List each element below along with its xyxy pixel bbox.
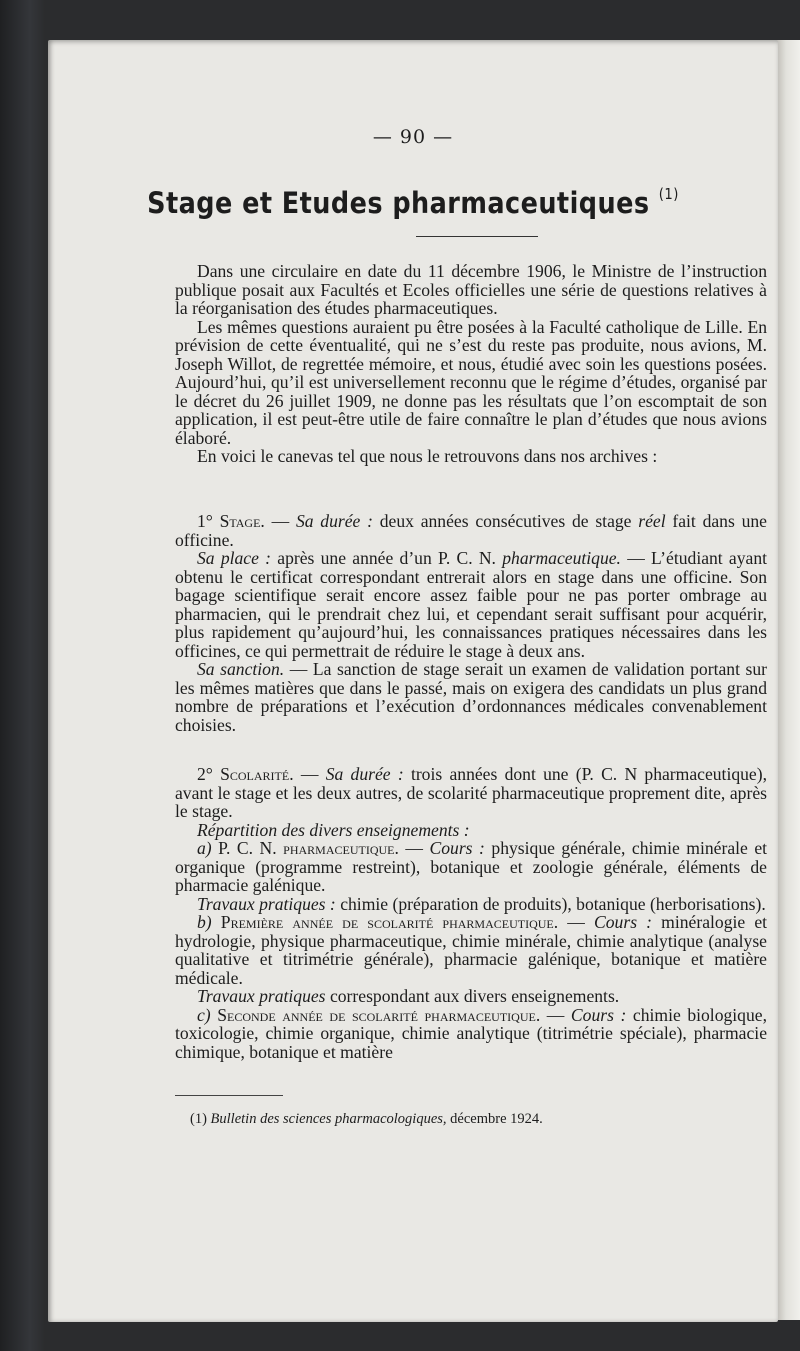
title-rule <box>416 236 538 237</box>
first-year-tp-label: Travaux pratiques <box>197 986 326 1006</box>
stage-sanction-text: — La sanction de stage serait un examen de validation portant sur les mêmes matières que dans le passé, mais on exigera des candidats un plus grand nombre de préparations et l’exécution d’ordonnances médicales convenablement choisies. <box>175 659 768 735</box>
first-year-cours: b) Première année de scolarité pharmaceutique. — Cours : minéralogie et hydrologie, physique pharmaceutique, chimie minérale, chimie analytique (analyse qualitative et titrimétrie générale), pharmacie galénique, botanique et matière médicale. <box>175 912 768 988</box>
pcn-title: P. C. N. pharmaceutique. <box>218 838 399 858</box>
second-year-title: Seconde année de scolarité pharmaceutique. <box>217 1004 541 1025</box>
stage-section <box>175 512 767 734</box>
stage-duree-label: Sa durée : <box>295 511 373 531</box>
second-year-cours-text: chimie biologique, toxicologie, chimie organique, chimie analytique (titrimétrie spéciale), pharmacie chimique, botanique et matière <box>175 1004 767 1062</box>
stage-duree-end: fait dans une officine. <box>175 511 767 550</box>
footnote-reference: (1) <box>658 185 679 203</box>
stage-duree-text: deux années consécutives de stage <box>379 511 632 531</box>
second-year-marker: c) <box>197 1004 211 1025</box>
stage-sanction <box>175 660 767 734</box>
first-year-title: Première année de scolarité pharmaceutique. <box>220 912 559 932</box>
stage-label: Stage. <box>219 511 265 531</box>
stage-place-text-b: — L’étudiant ayant obtenu le certificat correspondant entrerait alors en stage dans une officine. Son bagage scientifique serait encore assez faible pour ne pas porter ombrage au pharmacien, qui le prendrait chez lui, et cependant serait suffisant pour acquérir, plus rapidement qu’aujourd’hui, les connaissances pratiques nécessaires dans les officines, ce qui permettrait de réduire le stage à deux ans. <box>175 548 768 661</box>
first-year-tp-text: correspondant aux divers enseignements. <box>329 986 620 1006</box>
pcn-tp <box>175 895 767 914</box>
footnote-marker: (1) <box>190 1111 207 1127</box>
footnote-rule <box>175 1095 283 1096</box>
footnote-source: Bulletin des sciences pharmacologiques, <box>210 1111 447 1127</box>
stage-duree: 1° Stage. — Sa durée : deux années consécutives de stage réel fait dans une officine. <box>175 511 767 550</box>
second-year-cours-label: Cours : <box>570 1004 627 1025</box>
document-page <box>48 40 778 1322</box>
pcn-cours: a) P. C. N. pharmaceutique. — Cours : physique générale, chimie minérale et organique (programme restreint), botanique et zoologie générale, éléments de pharmacie galénique. <box>175 838 768 895</box>
repartition-text: Répartition des divers enseignements : <box>197 819 470 840</box>
pcn-tp-text: chimie (préparation de produits), botanique (herborisations). <box>340 893 766 914</box>
first-year-cours-text: minéralogie et hydrologie, physique pharmaceutique, chimie minérale, chimie analytique (analyse qualitative et titrimétrie générale), pharmacie galénique, botanique et matière médicale. <box>175 912 768 988</box>
stage-reel: réel <box>638 511 666 531</box>
scolarite-number: 2° <box>197 764 213 784</box>
intro-section <box>175 262 767 466</box>
page-title <box>92 185 734 220</box>
scolarite-duree: 2° Scolarité. — Sa durée : trois années dont une (P. C. N pharmaceutique), avant le stage et les deux autres, de scolarité pharmaceutique proprement dite, après le stage. <box>175 764 767 821</box>
pcn-cours-label: Cours : <box>429 838 485 858</box>
scolarite-duree-text: trois années dont une (P. C. N pharmaceutique), avant le stage et les deux autres, de scolarité pharmaceutique proprement dite, après le stage. <box>175 764 767 821</box>
paragraph-faculte-lille: Les mêmes questions auraient pu être posées à la Faculté catholique de Lille. En prévision de cette éventualité, qui ne s’est du reste pas produite, nous avions, M. Joseph Willot, de regrettée mémoire, et nous, étudié avec soin les questions posées. Aujourd’hui, qu’il est universellement reconnu que le régime d’études, organisé par le décret du 26 juillet 1909, ne donne pas les résultats que l’on escomptait de son application, il est peut-être utile de faire connaître le plan d’études que nous avions élaboré. <box>175 316 767 448</box>
adjacent-page-edge <box>776 40 800 1320</box>
pcn-marker: a) <box>197 838 212 858</box>
footnote-date: décembre 1924. <box>450 1111 543 1127</box>
stage-place-label: Sa place : <box>197 548 272 568</box>
scolarite-label: Scolarité. <box>220 764 294 784</box>
first-year-cours-label: Cours : <box>594 912 653 932</box>
scolarite-duree-label: Sa durée : <box>325 764 404 784</box>
pcn-cours-text: physique générale, chimie minérale et organique (programme restreint), botanique et zoologie générale, éléments de pharmacie galénique. <box>175 838 768 895</box>
paragraph-canevas: En voici le canevas tel que nous le retrouvons dans nos archives : <box>197 446 658 466</box>
paragraph-circulaire: Dans une circulaire en date du 11 décembre 1906, le Ministre de l’instruction publique posait aux Facultés et Ecoles officielles une série de questions relatives à la réorganisation des études pharmaceutiques. <box>175 261 767 318</box>
footnote <box>190 1111 770 1128</box>
stage-place-pharm: pharmaceutique. <box>502 548 621 568</box>
stage-place-text-a: après une année d’un P. C. N. <box>277 548 496 568</box>
stage-number: 1° <box>197 511 213 531</box>
first-year-tp <box>175 987 767 1006</box>
scolarite-section <box>175 765 767 1061</box>
stage-place <box>175 549 767 660</box>
pcn-tp-label: Travaux pratiques : <box>197 893 336 914</box>
second-year-cours: c) Seconde année de scolarité pharmaceutique. — Cours : chimie biologique, toxicologie, chimie organique, chimie analytique (titrimétrie spéciale), pharmacie chimique, botanique et matière <box>175 1004 767 1062</box>
page-number: — 90 — <box>372 126 454 148</box>
repartition-heading <box>175 821 767 840</box>
stage-sanction-label: Sa sanction. <box>197 659 285 679</box>
title-text: Stage et Etudes pharmaceutiques <box>147 186 650 220</box>
first-year-marker: b) <box>197 912 212 932</box>
